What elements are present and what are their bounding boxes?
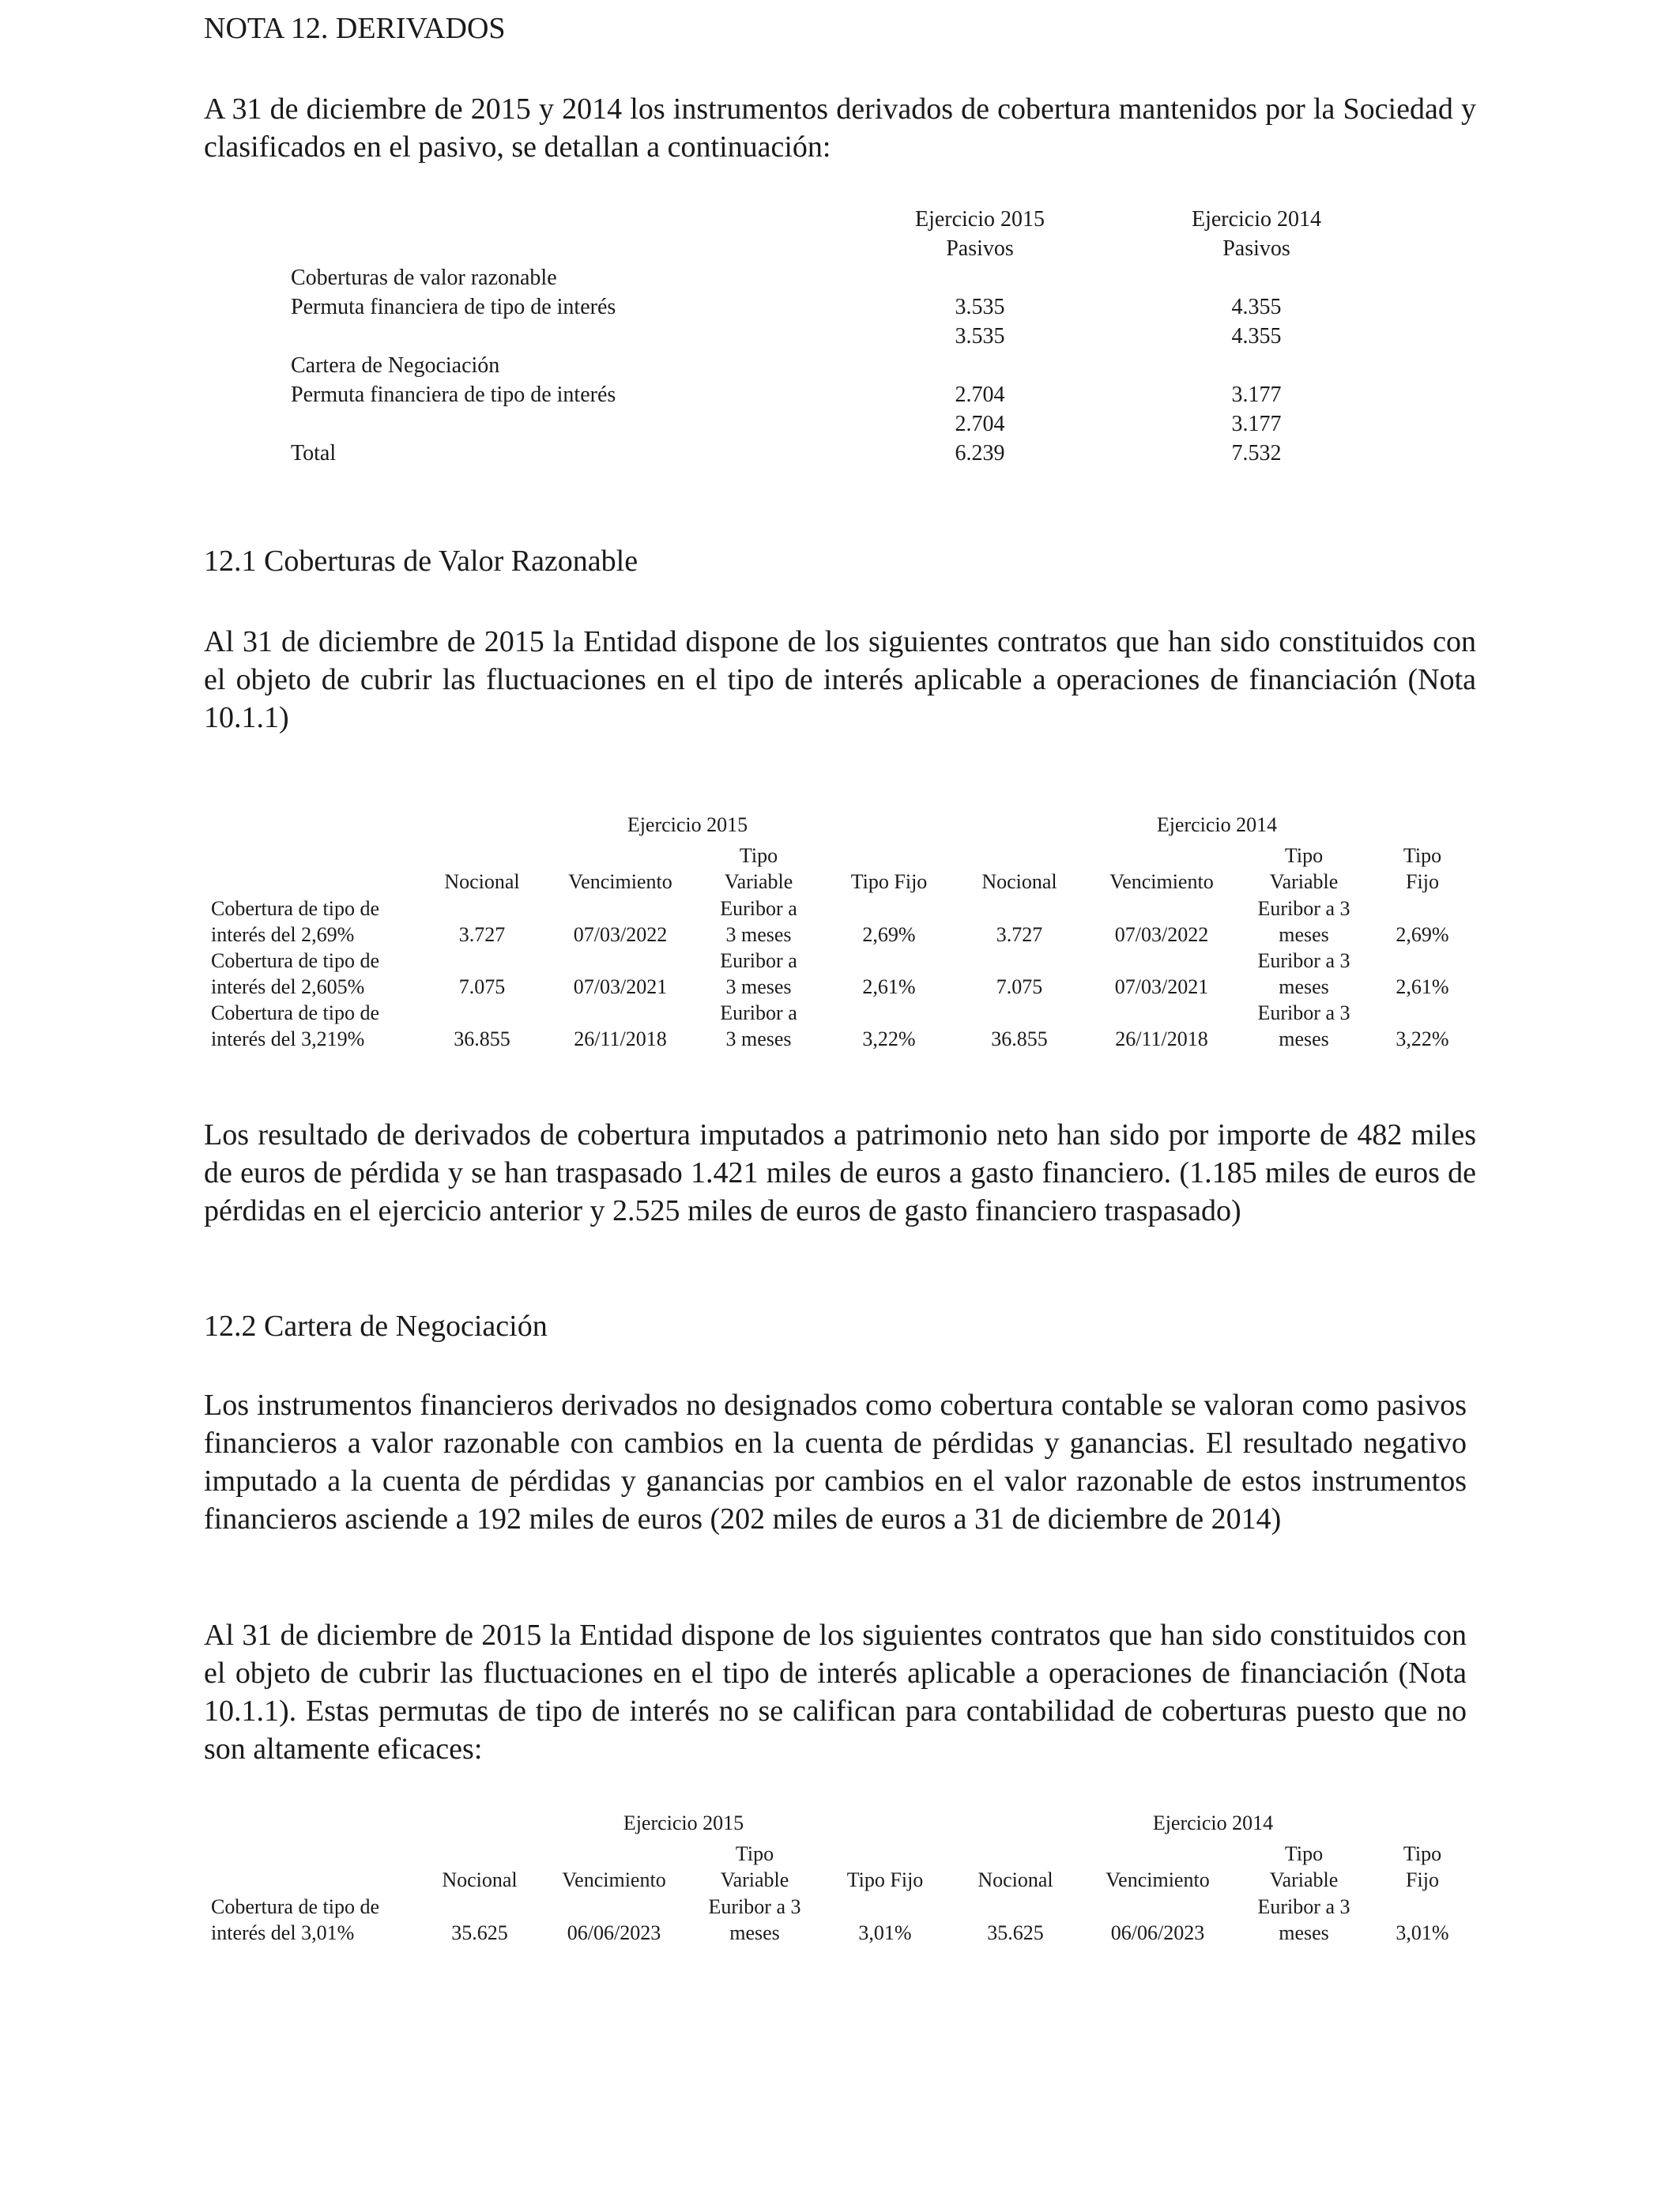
page-title: NOTA 12. DERIVADOS: [204, 12, 506, 45]
row-label: interés del 3,219%: [211, 1027, 365, 1050]
row-label: Permuta financiera de tipo de interés: [291, 295, 616, 319]
tipo-variable-2014: meses: [1279, 1027, 1329, 1050]
section-12-2-paragraph-1: Los instrumentos financieros derivados no designados como cobertura contable se valoran como pasivos financieros a valor razonable con cambios en la cuenta de pérdidas y ganancias. El resultado negativo imputado a la cuenta de pérdidas y ganancias por cambios en el valor razonable de estos instrumentos financieros asciende a 192 miles de euros (202 miles de euros a 31 de diciembre de 2014): [204, 1389, 1467, 1536]
header-vencimiento: Vencimiento: [562, 1868, 666, 1891]
subtotal-2015: 2.704: [955, 412, 1005, 436]
tipo-variable-2015: 3 meses: [725, 923, 792, 946]
vencimiento-2014: 07/03/2022: [1114, 923, 1209, 946]
col-header-2015: Ejercicio 2015: [914, 207, 1045, 232]
tipo-variable-2014: Euribor a 3: [1257, 897, 1350, 920]
subtotal-2014: 4.355: [1231, 324, 1282, 349]
section-title-12-2: 12.2 Cartera de Negociación: [204, 1310, 548, 1343]
results-paragraph: Los resultado de derivados de cobertura imputados a patrimonio neto han sido por importe de 482 miles de euros de pérdida y se han traspasado 1.421 miles de euros a gasto financiero. (1.185 miles de euros de pérdidas en el ejercicio anterior y 2.525 miles de euros de gasto financiero traspasado): [204, 1118, 1476, 1227]
tipo-fijo-2014: 3,22%: [1396, 1027, 1449, 1050]
section-title-12-1: 12.1 Coberturas de Valor Razonable: [204, 545, 638, 578]
vencimiento-2014: 06/06/2023: [1110, 1921, 1205, 1944]
header-tipo-fijo: Tipo Fijo: [846, 1868, 924, 1891]
section-12-2-paragraph-2: Al 31 de diciembre de 2015 la Entidad dispone de los siguientes contratos que han sido constituidos con el objeto de cubrir las fluctuaciones en el tipo de interés aplicable a operaciones de financiación (Nota 10.1.1). Estas permutas de tipo de interés no se califican para contabilidad de coberturas puesto que no son altamente eficaces:: [204, 1619, 1467, 1766]
tipo-variable-2015: meses: [729, 1921, 780, 1944]
nocional-2014: 35.625: [987, 1921, 1044, 1944]
header-tipo-fijo: Tipo Fijo: [850, 870, 928, 893]
row-label: Cobertura de tipo de: [211, 1895, 379, 1918]
tipo-variable-2014: Euribor a 3: [1257, 1001, 1350, 1024]
nocional-2015: 36.855: [454, 1027, 510, 1050]
row-label: interés del 3,01%: [211, 1921, 355, 1944]
tipo-fijo-2015: 3,01%: [858, 1921, 912, 1944]
header-vencimiento: Vencimiento: [568, 870, 672, 893]
tipo-variable-2014: meses: [1279, 1921, 1329, 1944]
header-tipo-variable: Tipo: [735, 1842, 774, 1865]
row-label: interés del 2,69%: [211, 923, 355, 946]
tipo-fijo-2014: 2,69%: [1396, 923, 1449, 946]
header-vencimiento: Vencimiento: [1106, 1868, 1210, 1891]
header-nocional: Nocional: [442, 1868, 518, 1891]
vencimiento-2014: 07/03/2021: [1114, 975, 1209, 998]
row-label: interés del 2,605%: [211, 975, 365, 998]
tipo-fijo-2015: 2,69%: [862, 923, 916, 946]
value-2014: 4.355: [1231, 295, 1282, 319]
header-tipo-variable: Tipo: [1284, 844, 1324, 867]
value-2015: 2.704: [955, 383, 1005, 407]
header-nocional: Nocional: [444, 870, 520, 893]
header-tipo-variable: Variable: [1269, 870, 1339, 893]
col-subheader-2015: Pasivos: [946, 236, 1014, 261]
tipo-variable-2014: Euribor a 3: [1257, 949, 1350, 972]
value-2015: 3.535: [955, 295, 1005, 319]
tipo-variable-2015: 3 meses: [725, 975, 792, 998]
nocional-2015: 35.625: [451, 1921, 508, 1944]
subtotal-2014: 3.177: [1231, 412, 1282, 436]
header-tipo-variable: Variable: [720, 1868, 789, 1891]
vencimiento-2015: 06/06/2023: [567, 1921, 661, 1944]
nocional-2014: 7.075: [996, 975, 1043, 998]
tipo-variable-2015: Euribor a 3: [708, 1895, 801, 1918]
nocional-2015: 7.075: [458, 975, 506, 998]
header-tipo-fijo: Tipo: [1403, 1842, 1442, 1865]
vencimiento-2015: 26/11/2018: [574, 1027, 667, 1050]
tipo-fijo-2014: 2,61%: [1396, 975, 1449, 998]
subtotal-2015: 3.535: [955, 324, 1005, 349]
header-tipo-fijo: Fijo: [1406, 1868, 1439, 1891]
header-vencimiento: Vencimiento: [1109, 870, 1214, 893]
nocional-2015: 3.727: [458, 923, 506, 946]
header-tipo-variable: Tipo: [1284, 1842, 1324, 1865]
header-nocional: Nocional: [977, 1868, 1053, 1891]
total-label: Total: [291, 441, 337, 466]
tipo-fijo-2014: 3,01%: [1396, 1921, 1449, 1944]
tipo-variable-2015: Euribor a: [720, 1001, 797, 1024]
header-tipo-fijo: Tipo: [1403, 844, 1442, 867]
nocional-2014: 3.727: [996, 923, 1043, 946]
row-label: Cobertura de tipo de: [211, 1001, 379, 1024]
vencimiento-2015: 07/03/2022: [573, 923, 668, 946]
tipo-variable-2015: 3 meses: [725, 1027, 792, 1050]
section-12-1-paragraph: Al 31 de diciembre de 2015 la Entidad dispone de los siguientes contratos que han sido constituidos con el objeto de cubrir las fluctuaciones en el tipo de interés aplicable a operaciones de financiación (Nota 10.1.1): [204, 625, 1476, 734]
tipo-variable-2015: Euribor a: [720, 897, 797, 920]
intro-paragraph: A 31 de diciembre de 2015 y 2014 los instrumentos derivados de cobertura mantenidos por la Sociedad y clasificados en el pasivo, se detallan a continuación:: [204, 92, 1476, 164]
tipo-fijo-2015: 3,22%: [862, 1027, 916, 1050]
header-nocional: Nocional: [981, 870, 1057, 893]
col-subheader-2014: Pasivos: [1222, 236, 1290, 261]
row-label: Cobertura de tipo de: [211, 897, 379, 920]
row-label: Coberturas de valor razonable: [291, 266, 557, 290]
tipo-variable-2014: meses: [1279, 975, 1329, 998]
year-2015-header: Ejercicio 2015: [623, 1811, 744, 1834]
total-2015: 6.239: [955, 441, 1005, 466]
tipo-fijo-2015: 2,61%: [862, 975, 916, 998]
nocional-2014: 36.855: [991, 1027, 1048, 1050]
header-tipo-variable: Variable: [724, 870, 793, 893]
col-header-2014: Ejercicio 2014: [1191, 207, 1322, 232]
row-label: Cartera de Negociación: [291, 353, 500, 378]
header-tipo-variable: Tipo: [739, 844, 778, 867]
tipo-variable-2014: meses: [1279, 923, 1329, 946]
tipo-variable-2015: Euribor a: [720, 949, 797, 972]
row-label: Cobertura de tipo de: [211, 949, 379, 972]
year-2015-header: Ejercicio 2015: [627, 813, 748, 836]
total-2014: 7.532: [1231, 441, 1282, 466]
vencimiento-2014: 26/11/2018: [1115, 1027, 1208, 1050]
header-tipo-variable: Variable: [1269, 1868, 1339, 1891]
year-2014-header: Ejercicio 2014: [1156, 813, 1278, 836]
header-tipo-fijo: Fijo: [1406, 870, 1439, 893]
row-label: Permuta financiera de tipo de interés: [291, 383, 616, 407]
value-2014: 3.177: [1231, 383, 1282, 407]
year-2014-header: Ejercicio 2014: [1152, 1811, 1274, 1834]
tipo-variable-2014: Euribor a 3: [1257, 1895, 1350, 1918]
vencimiento-2015: 07/03/2021: [573, 975, 668, 998]
